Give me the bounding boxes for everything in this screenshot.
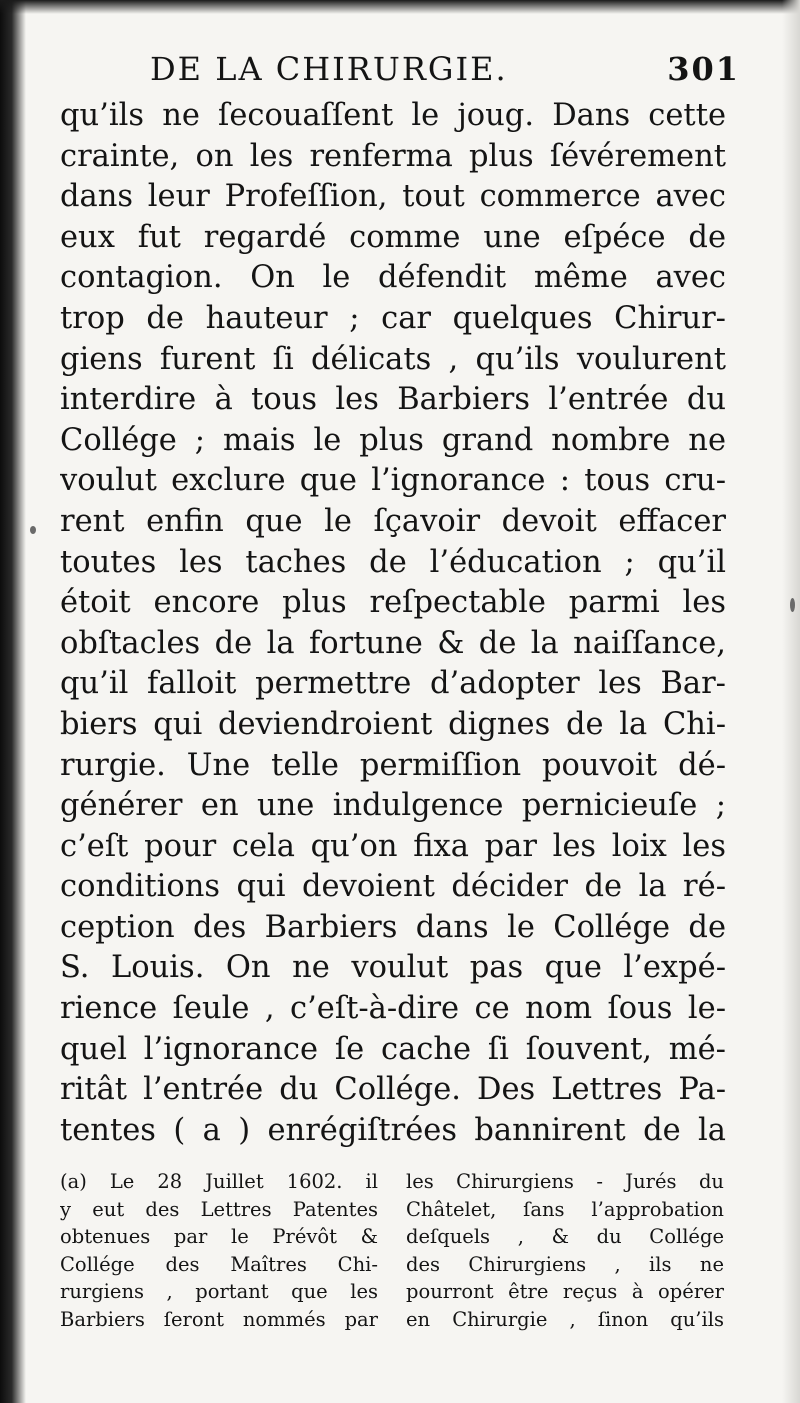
text-line: interdire à tous les Barbiers l’entrée du xyxy=(60,382,726,418)
text-line: conditions qui devoient décider de la ré- xyxy=(60,869,726,905)
text-line: quel l’ignorance ſe cache ſi ſouvent, mé- xyxy=(60,1031,726,1067)
text-line: S. Louis. On ne voulut pas que l’expé- xyxy=(60,950,726,986)
text-line: qu’ils ne ſecouaſſent le joug. Dans cette xyxy=(60,98,726,133)
text-line: eux fut regardé comme une eſpéce de xyxy=(60,219,726,255)
page-number: 301 xyxy=(667,50,740,88)
footnote xyxy=(60,1168,730,1338)
text-line: giens furent ſi délicats , qu’ils voulurent xyxy=(60,341,726,377)
footnote-line: les Chirurgiens - Jurés du xyxy=(406,1170,724,1193)
footnote-line: rurgiens , portant que les xyxy=(60,1280,378,1303)
footnote-line: Barbiers ſeront nommés par xyxy=(60,1307,378,1331)
footnote-line: Collége des Maîtres Chi- xyxy=(60,1252,378,1276)
text-line: dans leur Profeſſion, tout commerce avec xyxy=(60,179,726,215)
text-line: étoit encore plus reſpectable parmi les xyxy=(60,585,726,621)
footnote-column-left xyxy=(60,1168,378,1333)
binding-shadow xyxy=(0,0,26,1403)
text-line: rience ſeule , c’eſt-à-dire ce nom ſous le- xyxy=(60,991,726,1027)
text-line: obſtacles de la fortune & de la naiſſance, xyxy=(60,625,726,661)
footnote-line: en Chirurgie , ſinon qu’ils xyxy=(406,1307,724,1331)
footnote-line: (a) Le 28 Juillet 1602. il xyxy=(60,1170,378,1193)
text-line: c’eſt pour cela qu’on fixa par les loix les xyxy=(60,828,726,864)
text-line: ritât l’entrée du Collége. Des Lettres Pa- xyxy=(60,1072,726,1108)
text-line: contagion. On le défendit même avec xyxy=(60,260,726,296)
footnote-line: deſquels , & du Collége xyxy=(406,1225,724,1248)
text-line: voulut exclure que l’ignorance : tous cru- xyxy=(60,463,726,499)
ink-speck xyxy=(30,526,36,534)
text-line: Collége ; mais le plus grand nombre ne xyxy=(60,422,726,458)
footnote-line: des Chirurgiens , ils ne xyxy=(406,1252,724,1276)
text-line: rurgie. Une telle permiſſion pouvoit dé- xyxy=(60,747,726,783)
body-text xyxy=(60,96,726,1151)
text-line: ception des Barbiers dans le Collége de xyxy=(60,909,726,945)
text-line: toutes les taches de l’éducation ; qu’il xyxy=(60,544,726,580)
top-edge-shadow xyxy=(0,0,800,14)
text-line: rent enfin que le ſçavoir devoit effacer xyxy=(60,503,726,539)
footnote-column-right xyxy=(406,1168,724,1333)
ink-speck xyxy=(790,598,795,612)
footnote-line: Châtelet, ſans l’approbation xyxy=(406,1197,724,1221)
footnote-line: y eut des Lettres Patentes xyxy=(60,1197,378,1221)
text-line: crainte, on les renferma plus ſévérement xyxy=(60,138,726,174)
text-line: générer en une indulgence pernicieuſe ; xyxy=(60,788,726,824)
footnote-line: pourront être reçus à opérer xyxy=(406,1280,724,1303)
text-line: biers qui deviendroient dignes de la Chi- xyxy=(60,706,726,742)
text-line: tentes ( a ) enrégiſtrées bannirent de la xyxy=(60,1112,726,1148)
text-line: trop de hauteur ; car quelques Chirur- xyxy=(60,300,726,336)
text-line: qu’il falloit permettre d’adopter les Bar- xyxy=(60,666,726,702)
page-edge xyxy=(782,0,800,1403)
footnote-line: obtenues par le Prévôt & xyxy=(60,1225,378,1248)
running-head xyxy=(150,50,740,96)
running-head-title: DE LA CHIRURGIE. xyxy=(150,50,508,88)
